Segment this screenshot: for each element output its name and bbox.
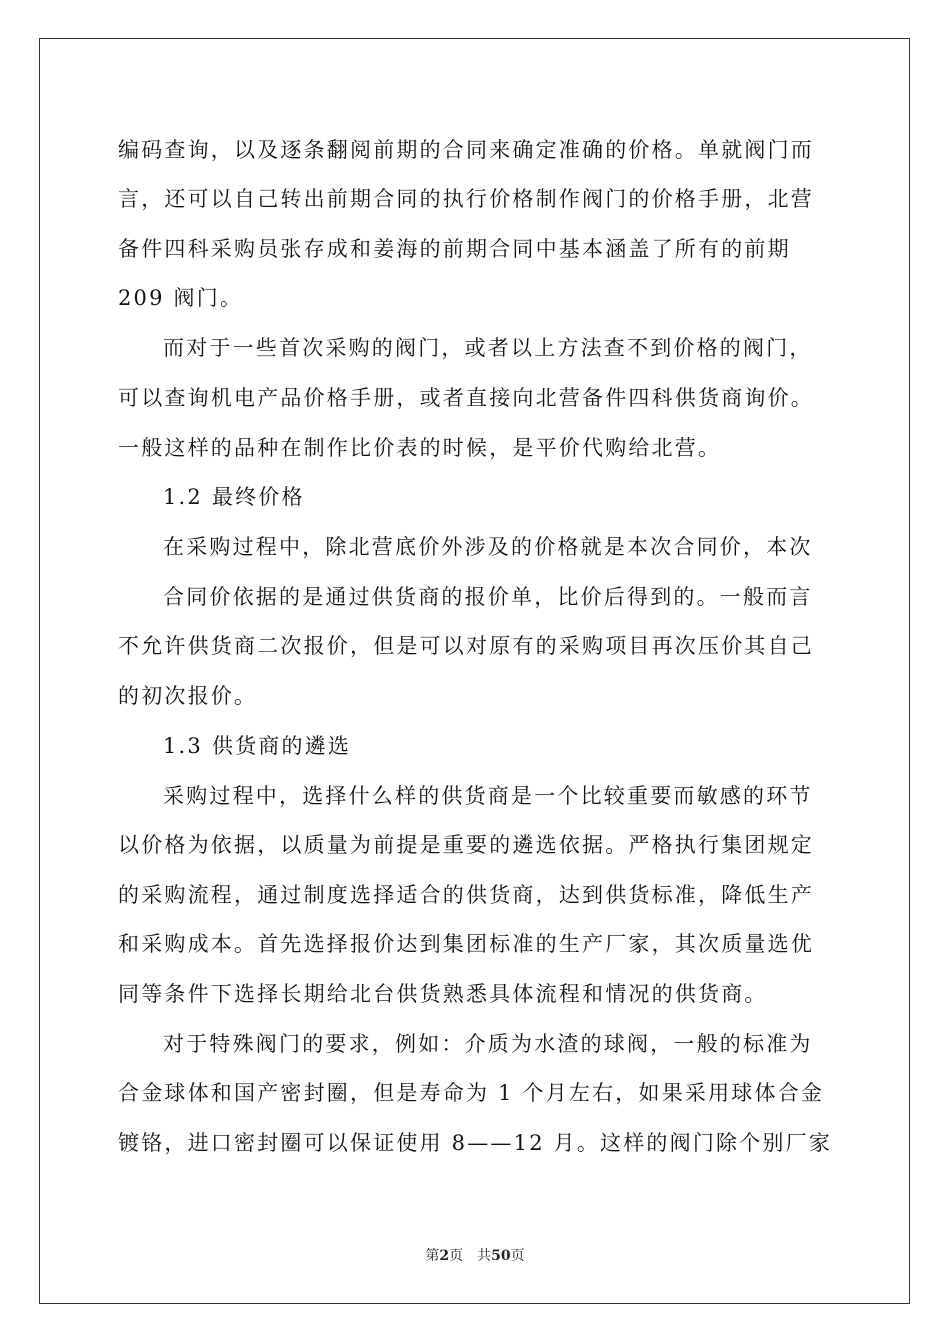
- text-line: 而对于一些首次采购的阀门，或者以上方法查不到价格的阀门，: [163, 336, 813, 360]
- text-line: 和采购成本。首先选择报价达到集团标准的生产厂家，其次质量选优: [118, 932, 814, 956]
- total-page-count: 50: [491, 1248, 511, 1264]
- page-footer: [0, 1246, 950, 1266]
- section-heading: 1.3 供货商的遴选: [163, 734, 352, 758]
- text-line: 备件四科采购员张存成和姜海的前期合同中基本涵盖了所有的前期: [118, 237, 791, 261]
- text-line: 同等条件下选择长期给北台供货熟悉具体流程和情况的供货商。: [118, 982, 768, 1006]
- text-line: 合同价依据的是通过供货商的报价单，比价后得到的。一般而言: [163, 585, 813, 609]
- text-line: 209 阀门。: [118, 286, 244, 310]
- text-line: 不允许供货商二次报价，但是可以对原有的采购项目再次压价其自己: [118, 634, 814, 658]
- text-line: 编码查询，以及逐条翻阅前期的合同来确定准确的价格。单就阀门而: [118, 138, 814, 162]
- footer-suffix: 页: [510, 1248, 525, 1264]
- text-line: 可以查询机电产品价格手册，或者直接向北营备件四科供货商询价。: [118, 386, 814, 410]
- current-page-number: 2: [439, 1248, 450, 1264]
- text-line: 镀铬，进口密封圈可以保证使用 8——12 月。这样的阀门除个别厂家: [118, 1131, 833, 1155]
- page-border: [39, 38, 910, 1304]
- text-line: 的采购流程，通过制度选择适合的供货商，达到供货标准，降低生产: [118, 883, 814, 907]
- text-line: 的初次报价。: [118, 684, 258, 708]
- text-line: 以价格为依据，以质量为前提是重要的遴选依据。严格执行集团规定: [118, 833, 814, 857]
- text-line: 言，还可以自己转出前期合同的执行价格制作阀门的价格手册，北营: [118, 187, 814, 211]
- section-heading: 1.2 最终价格: [163, 485, 305, 509]
- text-line: 对于特殊阀门的要求，例如：介质为水渣的球阀，一般的标准为: [163, 1032, 813, 1056]
- text-line: 一般这样的品种在制作比价表的时候，是平价代购给北营。: [118, 436, 722, 460]
- text-line: 合金球体和国产密封圈，但是寿命为 1 个月左右，如果采用球体合金: [118, 1081, 825, 1105]
- text-line: 在采购过程中，除北营底价外涉及的价格就是本次合同价，本次: [163, 535, 813, 559]
- footer-middle: 页 共: [449, 1248, 492, 1264]
- footer-prefix: 第: [425, 1248, 440, 1264]
- text-line: 采购过程中，选择什么样的供货商是一个比较重要而敏感的环节: [163, 784, 813, 808]
